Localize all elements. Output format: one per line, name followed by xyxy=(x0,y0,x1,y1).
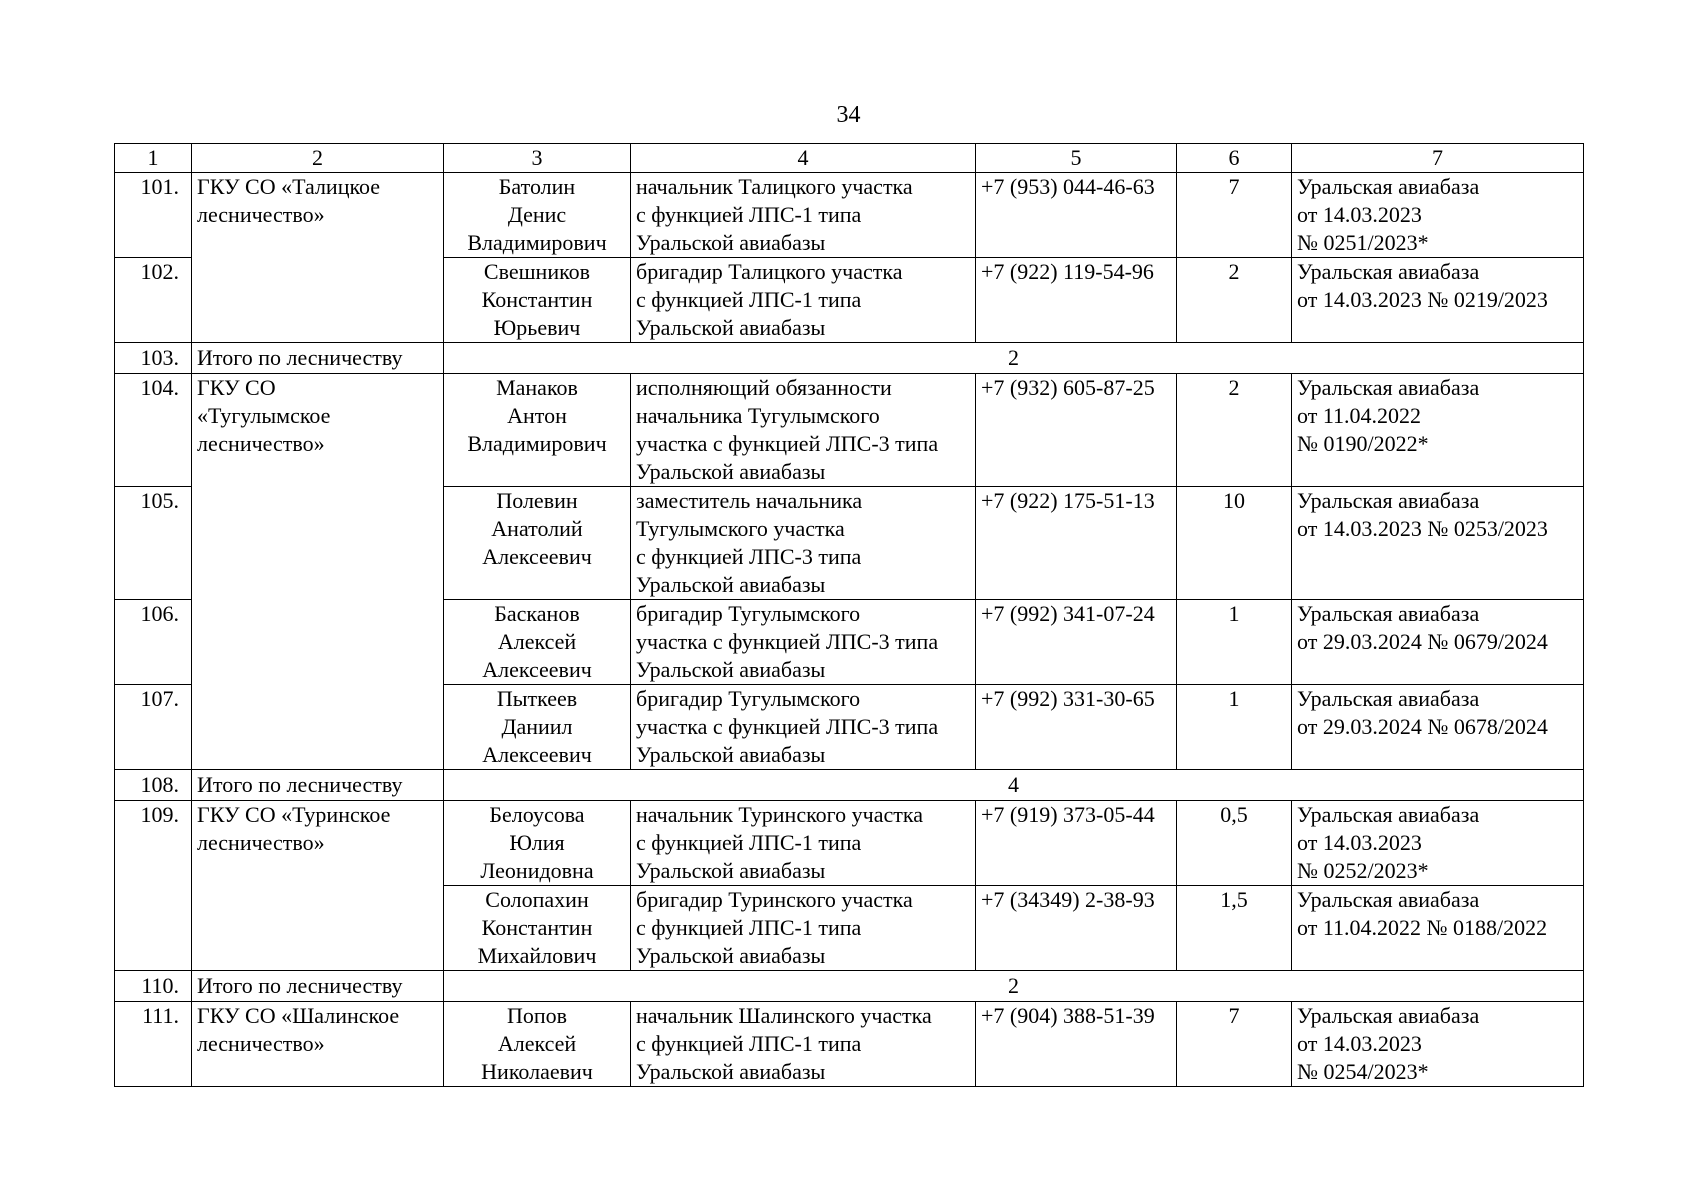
person-name: Пыткеев Даниил Алексеевич xyxy=(444,685,631,770)
person-name: Батолин Денис Владимирович xyxy=(444,173,631,258)
phone: +7 (992) 341-07-24 xyxy=(976,600,1177,685)
total-value: 2 xyxy=(444,343,1584,374)
forestry-name: ГКУ СО «Туринское лесничество» xyxy=(192,801,444,971)
table-row xyxy=(115,801,1584,886)
row-number: 107. xyxy=(115,685,192,770)
position: бригадир Талицкого участка с функцией ЛПС-1 типа Уральской авиабазы xyxy=(631,258,976,343)
page-number: 34 xyxy=(836,102,861,128)
document-ref: Уральская авиабаза от 11.04.2022 № 0188/2022 xyxy=(1292,886,1584,971)
column-header: 3 xyxy=(444,144,631,173)
row-number: 105. xyxy=(115,487,192,600)
person-name: Полевин Анатолий Алексеевич xyxy=(444,487,631,600)
position: бригадир Тугулымского участка с функцией ЛПС-3 типа Уральской авиабазы xyxy=(631,685,976,770)
position: бригадир Туринского участка с функцией ЛПС-1 типа Уральской авиабазы xyxy=(631,886,976,971)
phone: +7 (919) 373-05-44 xyxy=(976,801,1177,886)
row-number: 101. xyxy=(115,173,192,258)
forestry-name: ГКУ СО «Шалинское лесничество» xyxy=(192,1002,444,1087)
document-ref: Уральская авиабаза от 14.03.2023 № 0252/2023* xyxy=(1292,801,1584,886)
position: бригадир Тугулымского участка с функцией ЛПС-3 типа Уральской авиабазы xyxy=(631,600,976,685)
person-name: Свешников Константин Юрьевич xyxy=(444,258,631,343)
row-number: 108. xyxy=(115,770,192,801)
count-value: 0,5 xyxy=(1177,801,1292,886)
document-ref: Уральская авиабаза от 14.03.2023 № 0251/2023* xyxy=(1292,173,1584,258)
total-row xyxy=(115,770,1584,801)
document-ref: Уральская авиабаза от 14.03.2023 № 0253/2023 xyxy=(1292,487,1584,600)
column-header: 4 xyxy=(631,144,976,173)
count-value: 1 xyxy=(1177,685,1292,770)
table-row xyxy=(115,173,1584,258)
total-value: 2 xyxy=(444,971,1584,1002)
phone: +7 (922) 175-51-13 xyxy=(976,487,1177,600)
person-name: Белоусова Юлия Леонидовна xyxy=(444,801,631,886)
column-header: 7 xyxy=(1292,144,1584,173)
table-row xyxy=(115,1002,1584,1087)
column-header: 5 xyxy=(976,144,1177,173)
phone: +7 (34349) 2-38-93 xyxy=(976,886,1177,971)
position: начальник Шалинского участка с функцией ЛПС-1 типа Уральской авиабазы xyxy=(631,1002,976,1087)
count-value: 10 xyxy=(1177,487,1292,600)
register-table xyxy=(114,143,1584,1087)
phone: +7 (953) 044-46-63 xyxy=(976,173,1177,258)
person-name: Басканов Алексей Алексеевич xyxy=(444,600,631,685)
row-number: 106. xyxy=(115,600,192,685)
phone: +7 (992) 331-30-65 xyxy=(976,685,1177,770)
document-ref: Уральская авиабаза от 29.03.2024 № 0678/2024 xyxy=(1292,685,1584,770)
count-value: 7 xyxy=(1177,173,1292,258)
table-row xyxy=(115,374,1584,487)
total-row xyxy=(115,343,1584,374)
position: исполняющий обязанности начальника Тугулымского участка с функцией ЛПС-3 типа Уральской авиабазы xyxy=(631,374,976,487)
row-number: 110. xyxy=(115,971,192,1002)
document-ref: Уральская авиабаза от 14.03.2023 № 0254/2023* xyxy=(1292,1002,1584,1087)
phone: +7 (904) 388-51-39 xyxy=(976,1002,1177,1087)
count-value: 2 xyxy=(1177,258,1292,343)
count-value: 2 xyxy=(1177,374,1292,487)
total-label: Итого по лесничеству xyxy=(192,770,444,801)
row-number: 102. xyxy=(115,258,192,343)
phone: +7 (932) 605-87-25 xyxy=(976,374,1177,487)
column-header: 6 xyxy=(1177,144,1292,173)
total-label: Итого по лесничеству xyxy=(192,343,444,374)
count-value: 1 xyxy=(1177,600,1292,685)
forestry-name: ГКУ СО «Тугулымское лесничество» xyxy=(192,374,444,770)
document-ref: Уральская авиабаза от 29.03.2024 № 0679/2024 xyxy=(1292,600,1584,685)
forestry-name: ГКУ СО «Талицкое лесничество» xyxy=(192,173,444,343)
phone: +7 (922) 119-54-96 xyxy=(976,258,1177,343)
total-label: Итого по лесничеству xyxy=(192,971,444,1002)
person-name: Солопахин Константин Михайлович xyxy=(444,886,631,971)
column-header: 1 xyxy=(115,144,192,173)
position: начальник Туринского участка с функцией ЛПС-1 типа Уральской авиабазы xyxy=(631,801,976,886)
person-name: Попов Алексей Николаевич xyxy=(444,1002,631,1087)
total-row xyxy=(115,971,1584,1002)
row-number: 109. xyxy=(115,801,192,971)
position: заместитель начальника Тугулымского участка с функцией ЛПС-3 типа Уральской авиабазы xyxy=(631,487,976,600)
count-value: 7 xyxy=(1177,1002,1292,1087)
row-number: 104. xyxy=(115,374,192,487)
person-name: Манаков Антон Владимирович xyxy=(444,374,631,487)
row-number: 111. xyxy=(115,1002,192,1087)
count-value: 1,5 xyxy=(1177,886,1292,971)
document-ref: Уральская авиабаза от 11.04.2022 № 0190/2022* xyxy=(1292,374,1584,487)
column-header: 2 xyxy=(192,144,444,173)
row-number: 103. xyxy=(115,343,192,374)
column-number-row xyxy=(115,144,1584,173)
total-value: 4 xyxy=(444,770,1584,801)
document-ref: Уральская авиабаза от 14.03.2023 № 0219/2023 xyxy=(1292,258,1584,343)
position: начальник Талицкого участка с функцией ЛПС-1 типа Уральской авиабазы xyxy=(631,173,976,258)
